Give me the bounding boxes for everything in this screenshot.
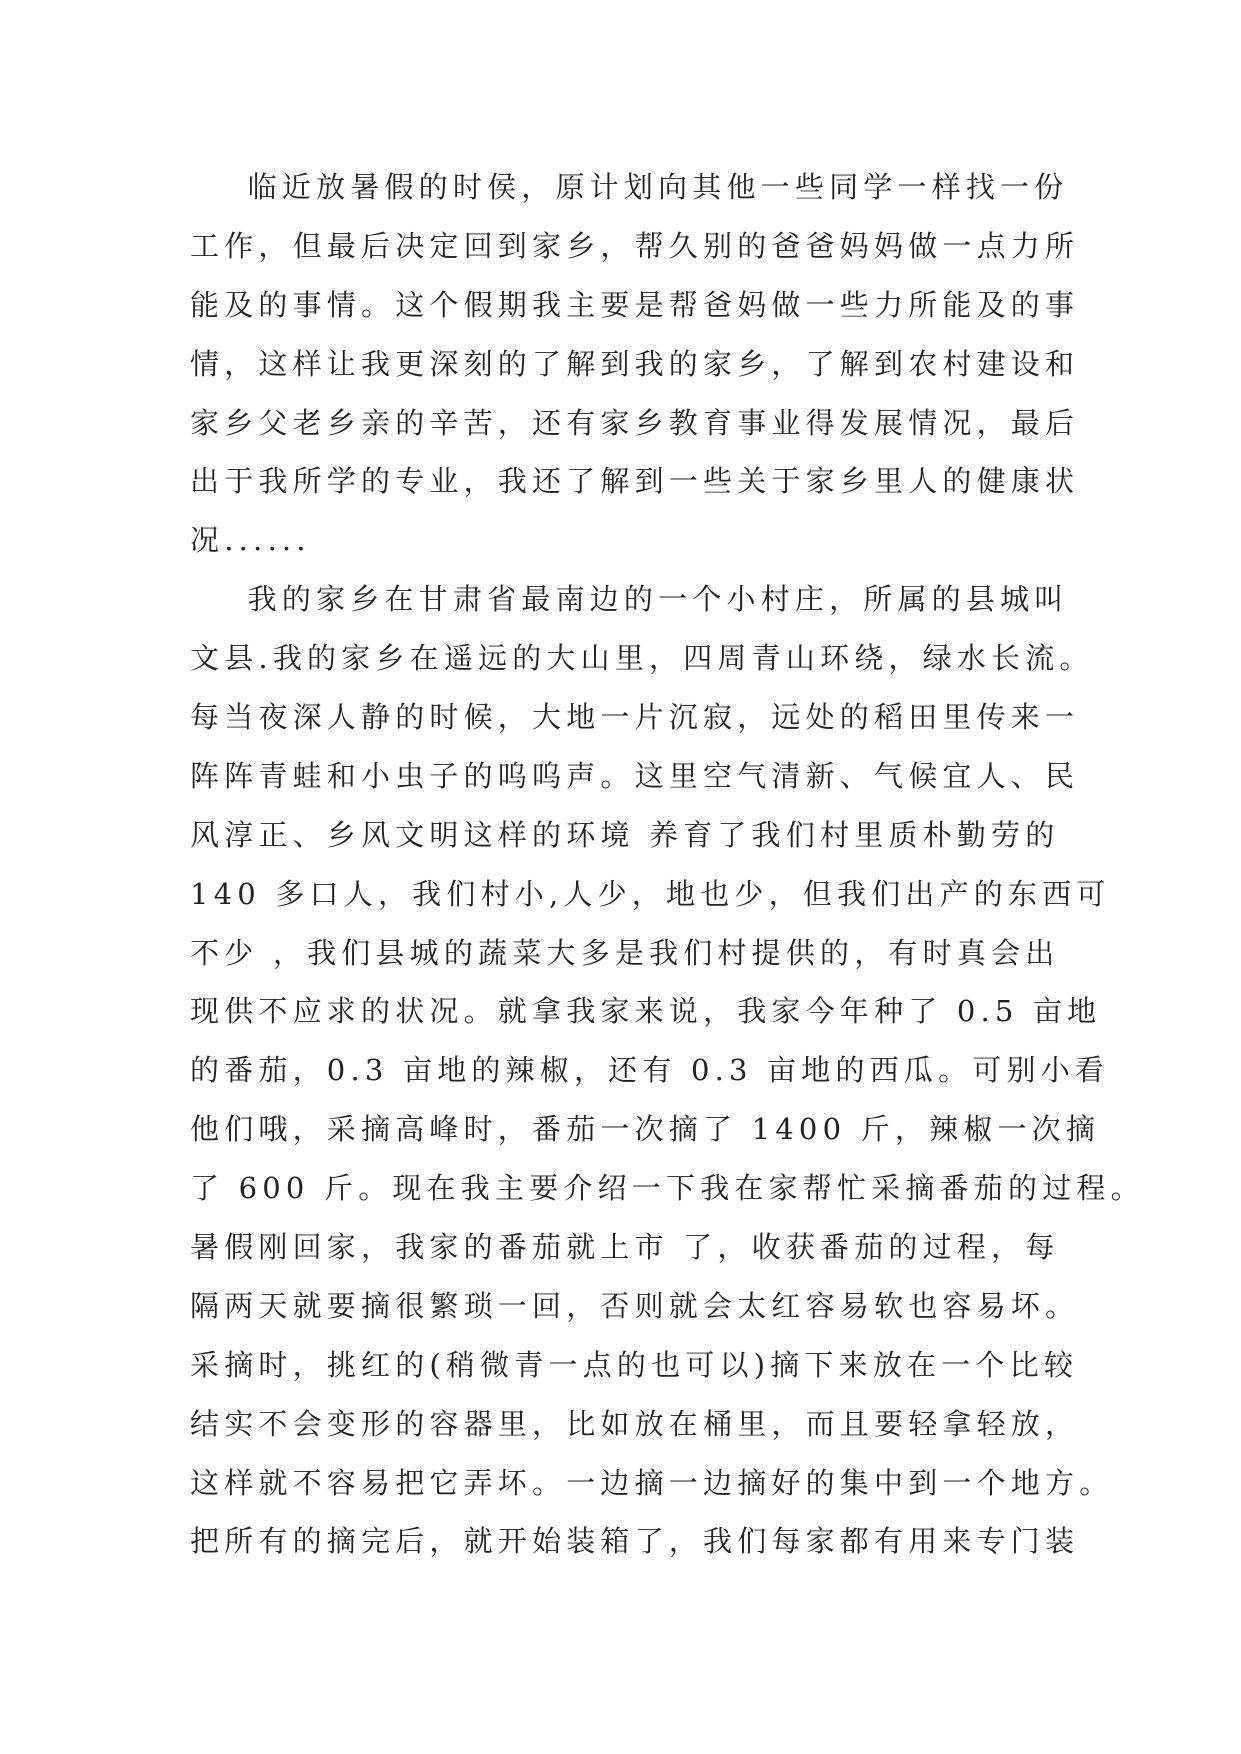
text-line: 不少 ，我们县城的蔬菜大多是我们村提供的，有时真会出 xyxy=(190,935,1060,970)
text-line: 我的家乡在甘肃省最南边的一个小村庄，所属的县城叫 xyxy=(190,582,1069,617)
text-line: 现供不应求的状况。就拿我家来说，我家今年种了 0.5 亩地 xyxy=(190,994,1102,1029)
text-line: 每当夜深人静的时候，大地一片沉寂，远处的稻田里传来一 xyxy=(190,700,1080,735)
text-line: 采摘时，挑红的(稍微青一点的也可以)摘下来放在一个比较 xyxy=(190,1347,1079,1382)
text-line: 工作，但最后决定回到家乡，帮久别的爸爸妈妈做一点力所 xyxy=(190,228,1080,263)
text-line: 把所有的摘完后，就开始装箱了，我们每家都有用来专门装 xyxy=(190,1524,1080,1559)
text-line: 阵阵青蛙和小虫子的呜呜声。这里空气清新、气候宜人、民 xyxy=(190,758,1080,793)
text-line: 家乡父老乡亲的辛苦，还有家乡教育事业得发展情况，最后 xyxy=(190,405,1080,440)
text-line: 隔两天就要摘很繁琐一回，否则就会太红容易软也容易坏。 xyxy=(190,1288,1080,1323)
text-line: 的番茄，0.3 亩地的辣椒，还有 0.3 亩地的西瓜。可别小看 xyxy=(190,1053,1110,1088)
text-line: 暑假刚回家，我家的番茄就上市 了，收获番茄的过程，每 xyxy=(190,1230,1060,1265)
text-line: 结实不会变形的容器里，比如放在桶里，而且要轻拿轻放， xyxy=(190,1406,1080,1441)
text-line: 临近放暑假的时侯，原计划向其他一些同学一样找一份 xyxy=(190,170,1069,204)
text-line: 了 600 斤。现在我主要介绍一下我在家帮忙采摘番茄的过程。 xyxy=(190,1171,1145,1206)
text-line: 能及的事情。这个假期我主要是帮爸妈做一些力所能及的事 xyxy=(190,287,1080,322)
text-line: 出于我所学的专业，我还了解到一些关于家乡里人的健康状 xyxy=(190,464,1080,499)
text-line: 况...... xyxy=(190,523,311,558)
text-line: 他们哦，采摘高峰时，番茄一次摘了 1400 斤，辣椒一次摘 xyxy=(190,1112,1101,1147)
text-line: 风淳正、乡风文明这样的环境 养育了我们村里质朴勤劳的 xyxy=(190,817,1060,852)
text-line: 这样就不容易把它弄坏。一边摘一边摘好的集中到一个地方。 xyxy=(190,1465,1114,1500)
body-text xyxy=(190,158,1145,1571)
text-line: 文县.我的家乡在遥远的大山里，四周青山环绕，绿水长流。 xyxy=(190,641,1094,676)
text-line: 情，这样让我更深刻的了解到我的家乡，了解到农村建设和 xyxy=(190,346,1080,381)
text-line: 140 多口人，我们村小,人少，地也少，但我们出产的东西可 xyxy=(190,876,1111,911)
